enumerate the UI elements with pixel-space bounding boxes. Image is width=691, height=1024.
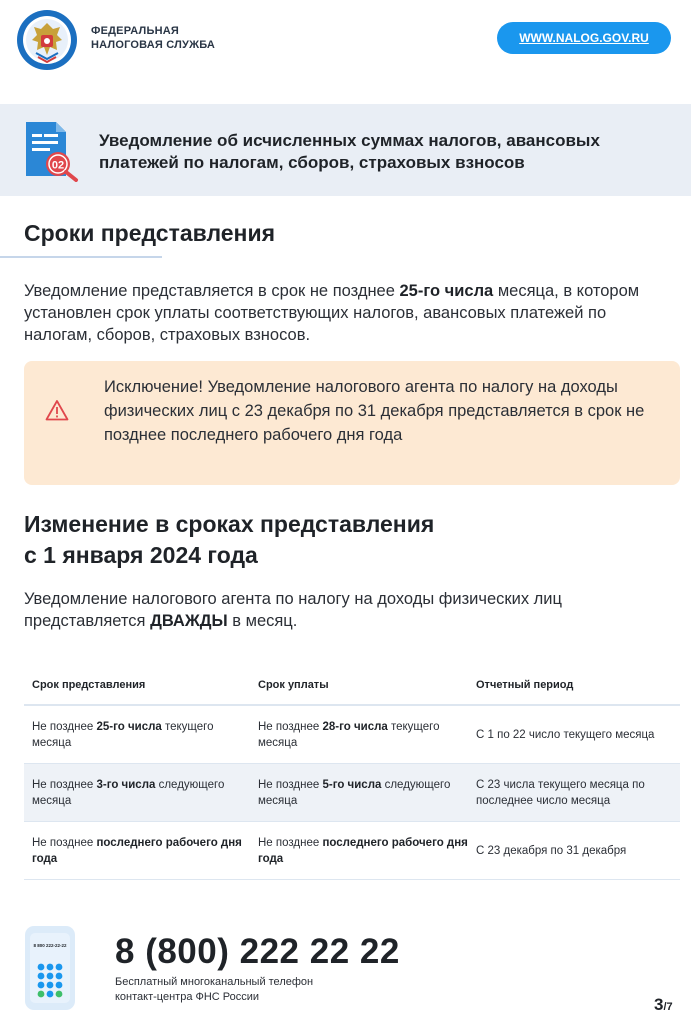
table-cell-period: С 1 по 22 число текущего месяца	[476, 728, 655, 741]
deadlines-table	[24, 666, 680, 880]
changes-text-bold: ДВАЖДЫ	[150, 612, 228, 630]
table-row	[24, 706, 680, 764]
table-cell-submission	[24, 719, 250, 751]
cell-text: следующего месяца	[258, 778, 451, 807]
table-cell-period: С 23 декабря по 31 декабря	[476, 844, 627, 857]
deadlines-heading: Сроки представления	[24, 220, 276, 246]
table-cell-payment	[250, 777, 469, 809]
table-cell-submission	[24, 835, 250, 867]
deadlines-text-bold: 25-го числа	[399, 282, 494, 300]
cell-text: Не позднее	[32, 778, 97, 791]
table-cell-submission	[24, 777, 250, 809]
banner-title: Уведомление об исчисленных суммах налогов, авансовых платежей по налогам, сборов, страховых взносов	[99, 131, 600, 172]
hotline-number[interactable]: 8 (800) 222 22 22	[115, 932, 400, 971]
deadlines-text-start: Уведомление представляется в срок не позднее	[24, 282, 400, 300]
agency-name	[91, 24, 215, 52]
changes-heading-line-1: Изменение в сроках представления	[24, 511, 435, 537]
cell-text-bold: 5-го числа	[322, 778, 382, 791]
cell-text-bold: 28-го числа	[322, 720, 388, 733]
cell-text: Не позднее	[258, 720, 323, 733]
changes-heading-line-2: с 1 января 2024 года	[24, 542, 258, 568]
changes-text-start: Уведомление налогового агента по налогу на доходы физических лиц представляется	[24, 590, 562, 630]
page-header	[0, 0, 691, 80]
page-current: 3	[654, 995, 664, 1014]
cell-text-bold: последнего рабочего дня года	[32, 836, 242, 865]
cell-text: текущего месяца	[32, 720, 214, 749]
column-header-submission: Срок представления	[32, 679, 146, 691]
phone-screen-text: 8 800 222-22-22	[33, 943, 67, 948]
column-header-payment: Срок уплаты	[258, 679, 329, 691]
table-row	[24, 764, 680, 822]
agency-line-2: НАЛОГОВАЯ СЛУЖБА	[91, 39, 216, 51]
cell-text: Не позднее	[32, 720, 97, 733]
deadlines-text	[24, 280, 674, 346]
table-row	[24, 822, 680, 880]
agency-line-1: ФЕДЕРАЛЬНАЯ	[91, 25, 179, 37]
site-link-button[interactable]: WWW.NALOG.GOV.RU	[497, 22, 671, 54]
changes-text-end: в месяц.	[227, 612, 298, 630]
exception-text: Исключение! Уведомление налогового агента по налогу на доходы физических лиц с 23 декабря по 31 декабря представляется в срок не позднее последнего рабочего дня года	[104, 378, 645, 444]
cell-text: текущего месяца	[258, 720, 440, 749]
cell-text: Не позднее	[32, 836, 97, 849]
heading-underline	[0, 256, 162, 258]
phone-keypad-icon	[24, 925, 76, 1011]
warning-triangle-icon	[45, 399, 69, 421]
cell-text-bold: 3-го числа	[96, 778, 156, 791]
cell-text: Не позднее	[258, 778, 323, 791]
changes-text	[24, 588, 674, 632]
hotline-description	[115, 975, 415, 1005]
deadlines-text-end: месяца, в котором установлен срок уплаты соответствующих налогов, авансовых платежей по налогам, сборов, страховых взносов.	[24, 282, 640, 344]
page-total: /7	[663, 1001, 673, 1013]
exception-callout	[24, 361, 680, 485]
table-cell-payment	[250, 835, 469, 867]
changes-heading	[24, 509, 624, 571]
cell-text-bold: последнего рабочего дня года	[258, 836, 468, 865]
cell-text: Не позднее	[258, 836, 323, 849]
document-search-icon	[22, 120, 82, 182]
cell-text-bold: 25-го числа	[96, 720, 162, 733]
cell-text: следующего месяца	[32, 778, 225, 807]
table-cell-period: С 23 числа текущего месяца по последнее число месяца	[476, 778, 645, 807]
page-number	[654, 995, 673, 1015]
doc-badge-number: 02	[51, 159, 65, 172]
table-header	[24, 666, 680, 706]
hotline-description-line-1: Бесплатный многоканальный телефон	[115, 976, 314, 988]
column-header-period: Отчетный период	[476, 679, 574, 691]
fns-emblem-icon	[16, 9, 78, 71]
topic-banner	[0, 104, 691, 196]
hotline-description-line-2: контакт-центра ФНС России	[115, 991, 260, 1003]
table-cell-payment	[250, 719, 469, 751]
